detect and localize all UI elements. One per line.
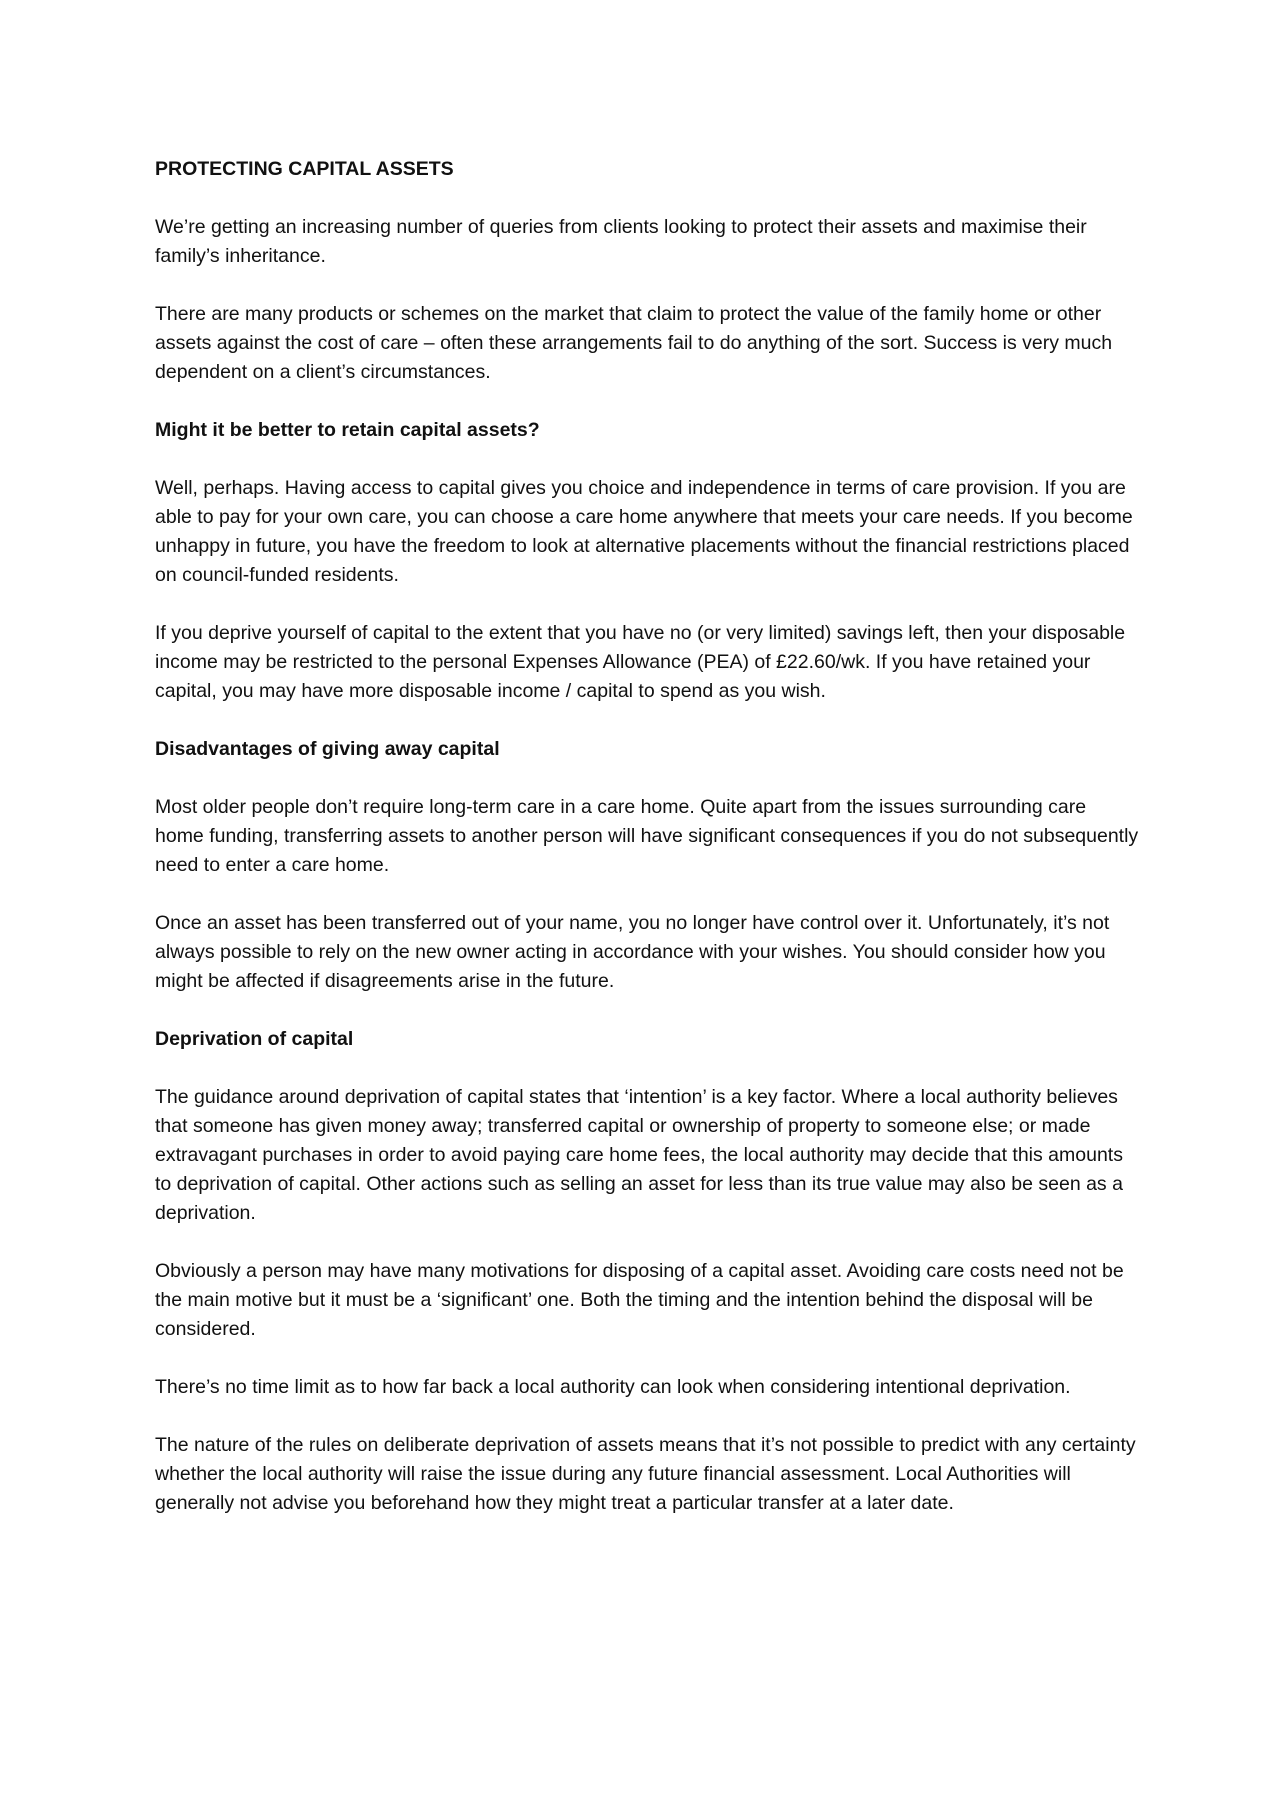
section-disadvantages (155, 735, 1140, 996)
document-title: PROTECTING CAPITAL ASSETS (155, 158, 454, 180)
section-paragraph: There’s no time limit as to how far back a local authority can look when considering intentional deprivation. (155, 1376, 1071, 1398)
section-heading: Deprivation of capital (155, 1028, 354, 1050)
section-heading: Disadvantages of giving away capital (155, 738, 500, 760)
section-paragraph: The guidance around deprivation of capital states that ‘intention’ is a key factor. Where a local authority believes that someone has given money away; transferred capital or ownership of property to someone else; or made extravagant purchases in order to avoid paying care home fees, the local authority may decide that this amounts to deprivation of capital. Other actions such as selling an asset for less than its true value may also be seen as a deprivation. (155, 1086, 1123, 1224)
section-heading: Might it be better to retain capital assets? (155, 419, 540, 441)
section-paragraph: Well, perhaps. Having access to capital gives you choice and independence in terms of care provision. If you are able to pay for your own care, you can choose a care home anywhere that meets your care needs. If you become unhappy in future, you have the freedom to look at alternative placements without the financial restrictions placed on council-funded residents. (155, 477, 1133, 586)
section-paragraph: Most older people don’t require long-term care in a care home. Quite apart from the issues surrounding care home funding, transferring assets to another person will have significant consequences if you do not subsequently need to enter a care home. (155, 796, 1139, 876)
section-paragraph: If you deprive yourself of capital to the extent that you have no (or very limited) savings left, then your disposable income may be restricted to the personal Expenses Allowance (PEA) of £22.60/wk. If you have retained your capital, you may have more disposable income / capital to spend as you wish. (155, 622, 1126, 702)
intro-paragraph: There are many products or schemes on the market that claim to protect the value of the family home or other assets against the cost of care – often these arrangements fail to do anything of the sort. Success is very much dependent on a client’s circumstances. (155, 303, 1113, 383)
section-deprivation (155, 1025, 1140, 1518)
document-body (155, 155, 1140, 1547)
intro-paragraph: We’re getting an increasing number of queries from clients looking to protect their assets and maximise their family’s inheritance. (155, 216, 1087, 267)
section-paragraph: Obviously a person may have many motivations for disposing of a capital asset. Avoiding care costs need not be the main motive but it must be a ‘significant’ one. Both the timing and the intention behind the disposal will be considered. (155, 1260, 1124, 1340)
section-retain-capital (155, 416, 1140, 706)
section-paragraph: The nature of the rules on deliberate deprivation of assets means that it’s not possible to predict with any certainty whether the local authority will raise the issue during any future financial assessment. Local Authorities will generally not advise you beforehand how they might treat a particular transfer at a later date. (155, 1434, 1136, 1514)
section-paragraph: Once an asset has been transferred out of your name, you no longer have control over it. Unfortunately, it’s not always possible to rely on the new owner acting in accordance with your wishes. You should consider how you might be affected if disagreements arise in the future. (155, 912, 1110, 992)
